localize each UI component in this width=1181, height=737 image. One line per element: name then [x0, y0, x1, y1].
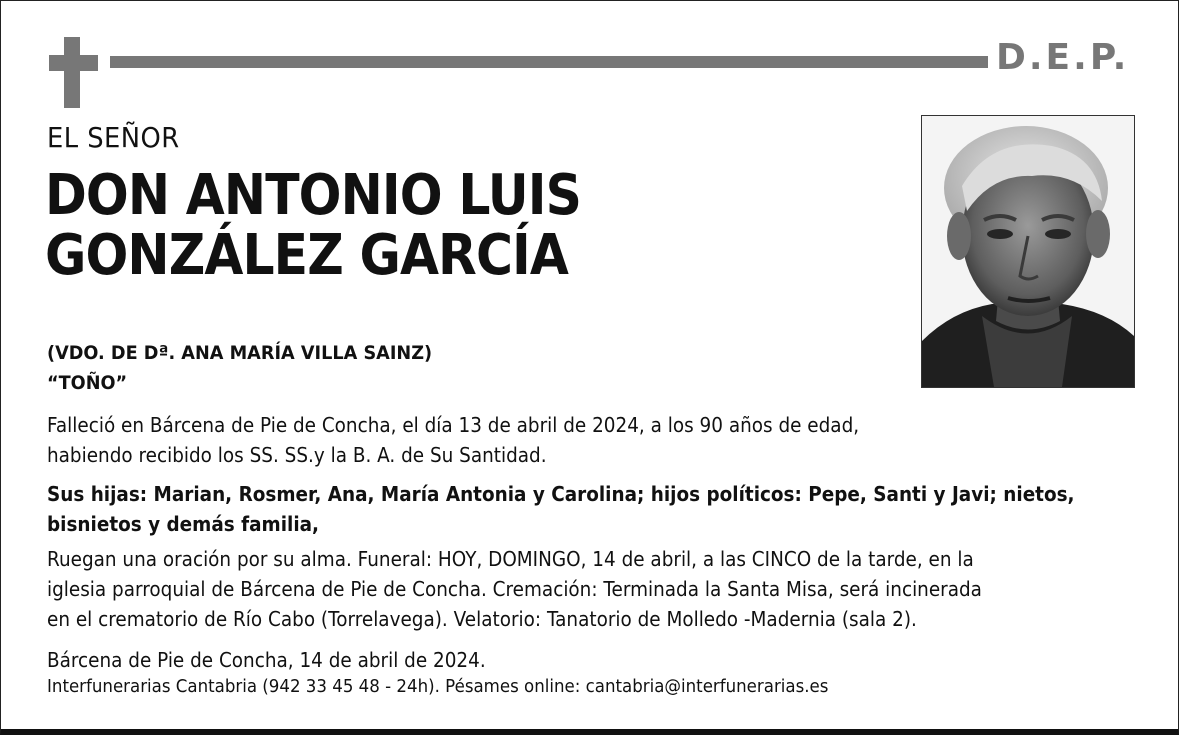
- portrait-photo: [921, 115, 1135, 388]
- footer-contact: Interfunerarias Cantabria (942 33 45 48 - 24h). Pésames online: cantabria@interfunerarias.es: [47, 677, 829, 697]
- service-line-3: en el crematorio de Río Cabo (Torrelavega). Velatorio: Tanatorio de Molledo -Madernia (sala 2).: [47, 607, 917, 631]
- family-statement: [47, 479, 1087, 539]
- widow-of: (VDO. DE Dª. ANA MARÍA VILLA SAINZ): [47, 342, 433, 364]
- service-line-2: iglesia parroquial de Bárcena de Pie de Concha. Cremación: Terminada la Santa Misa, será incinerada: [47, 577, 982, 601]
- death-line-2: habiendo recibido los SS. SS.y la B. A. de Su Santidad.: [47, 443, 547, 467]
- header-rule: [110, 56, 988, 68]
- death-statement: [47, 410, 1087, 470]
- cross-icon-arm: [49, 55, 98, 71]
- salutation: EL SEÑOR: [47, 121, 180, 154]
- nickname: “TOÑO”: [47, 372, 128, 394]
- deceased-name: [45, 163, 582, 288]
- dep-label: D.E.P.: [996, 37, 1130, 78]
- family-line-1: Sus hijas: Marian, Rosmer, Ana, María Antonia y Carolina; hijos políticos: Pepe, Santi y Javi; nietos,: [47, 482, 1075, 506]
- service-line-1: Ruegan una oración por su alma. Funeral: HOY, DOMINGO, 14 de abril, a las CINCO de la tarde, en la: [47, 547, 974, 571]
- family-line-2: bisnietos y demás familia,: [47, 512, 320, 536]
- service-statement: [47, 544, 1087, 634]
- place-date: Bárcena de Pie de Concha, 14 de abril de 2024.: [47, 648, 486, 672]
- name-line-1: DON ANTONIO LUIS: [45, 163, 582, 228]
- death-line-1: Falleció en Bárcena de Pie de Concha, el día 13 de abril de 2024, a los 90 años de edad,: [47, 413, 860, 437]
- cross-icon: [64, 37, 80, 108]
- widow-block: [47, 338, 432, 398]
- name-line-2: GONZÁLEZ GARCÍA: [45, 223, 569, 288]
